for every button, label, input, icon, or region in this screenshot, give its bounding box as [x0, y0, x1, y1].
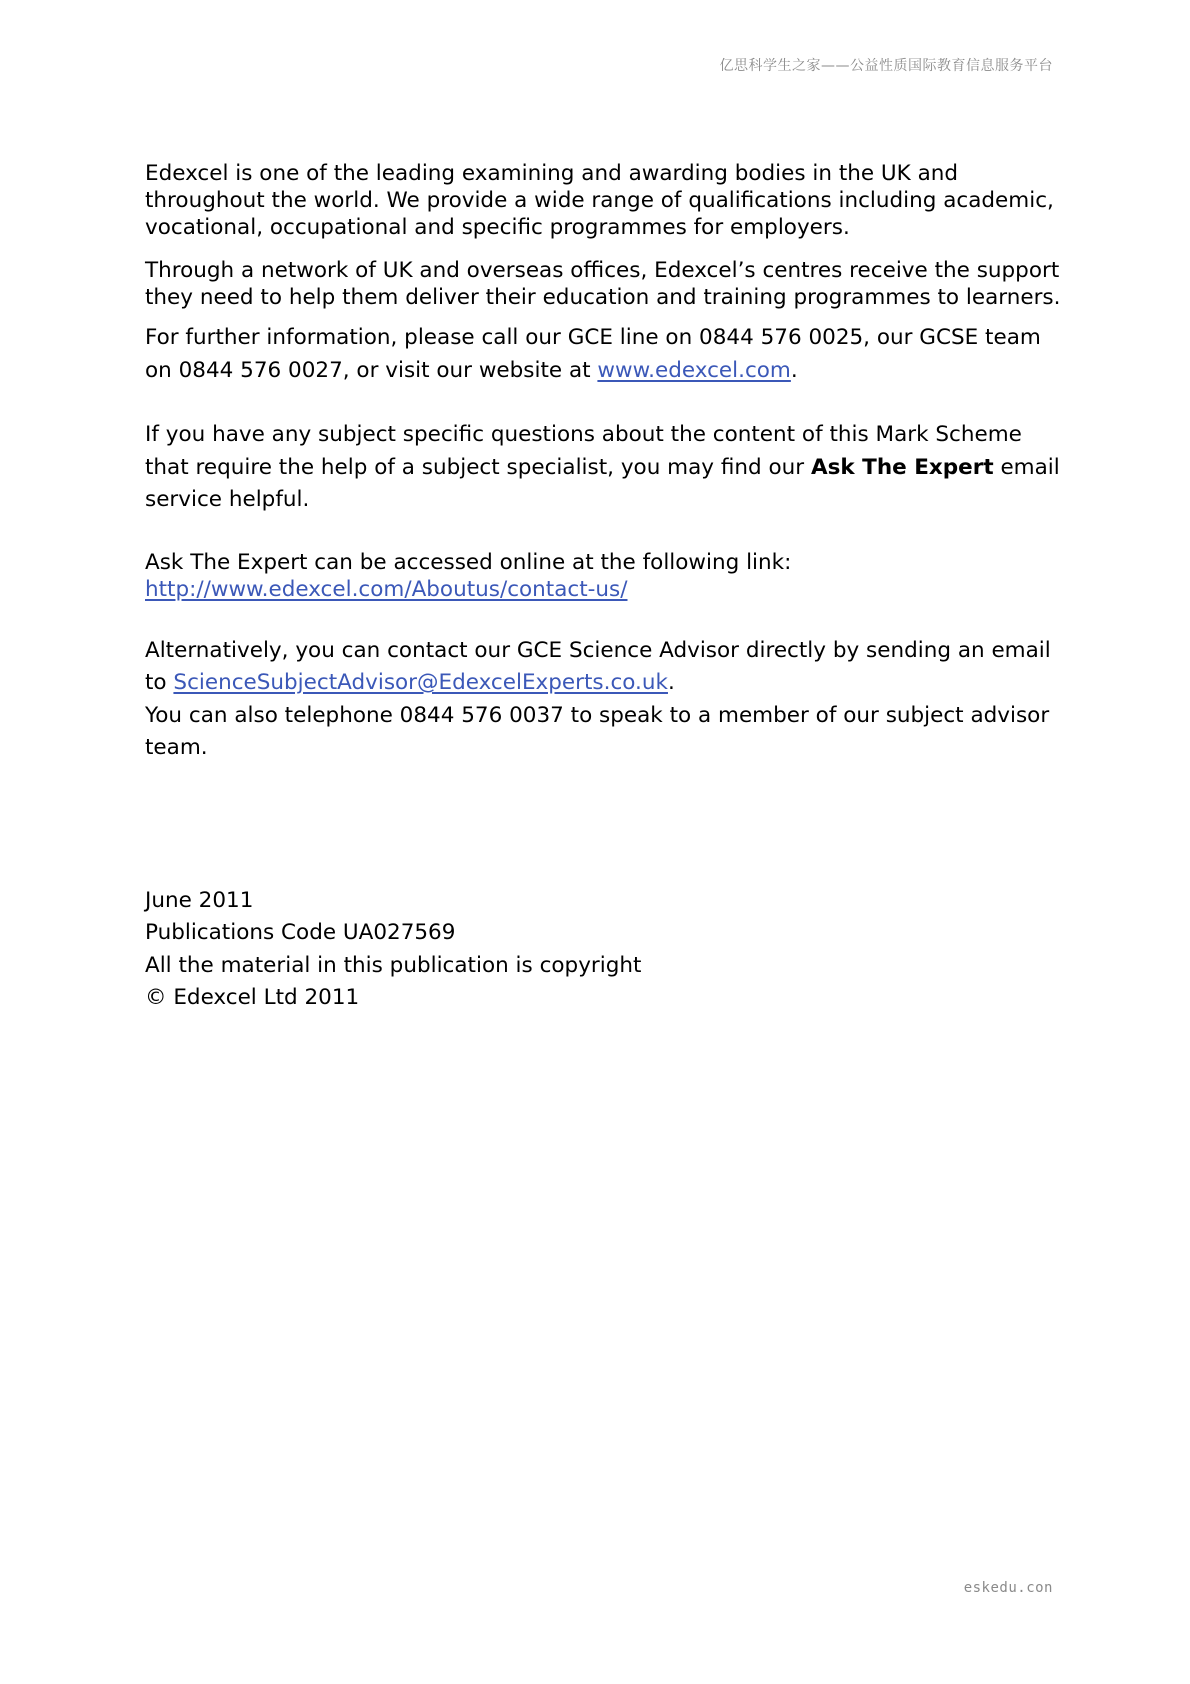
alternative-suffix: . — [667, 670, 675, 695]
advisor-email-link[interactable]: ScienceSubjectAdvisor@EdexcelExperts.co.uk — [173, 670, 668, 695]
ask-expert-paragraph — [145, 419, 1065, 517]
ask-expert-suffix: email service helpful. — [145, 454, 1060, 512]
footer-watermark: eskedu.con — [963, 1580, 1053, 1596]
access-paragraph — [145, 549, 1065, 603]
copyright-line: © Edexcel Ltd 2011 — [145, 985, 360, 1010]
ask-expert-bold: Ask The Expert — [810, 454, 994, 480]
alternative-paragraph — [145, 635, 1065, 765]
publication-date: June 2011 — [145, 887, 254, 913]
telephone-text: You can also telephone 0844 576 0037 to speak to a member of our subject advisor team. — [145, 702, 1050, 760]
ask-expert-text: If you have any subject specific questions about the content of this Mark Scheme that require the help of a subject specialist, you may find our — [145, 422, 1022, 480]
alternative-text: Alternatively, you can contact our GCE Science Advisor directly by sending an email to — [145, 637, 1051, 695]
access-text: Ask The Expert can be accessed online at the following link: — [145, 549, 792, 575]
intro-paragraph: Edexcel is one of the leading examining and awarding bodies in the UK and throughout the world. We provide a wide range of qualifications including academic, vocational, occupational and specific programmes for employers. — [145, 161, 1054, 240]
publication-code: Publications Code UA027569 — [145, 920, 456, 945]
contact-us-link[interactable]: http://www.edexcel.com/Aboutus/contact-us/ — [145, 576, 628, 602]
document-body — [145, 160, 1065, 1015]
header-tagline: 亿思科学生之家——公益性质国际教育信息服务平台 — [719, 58, 1053, 74]
publication-info — [145, 885, 1065, 1015]
further-info-suffix: . — [790, 357, 798, 383]
copyright-note: All the material in this publication is copyright — [145, 952, 642, 978]
network-paragraph: Through a network of UK and overseas offices, Edexcel’s centres receive the support they need to help them deliver their education and training programmes to learners. — [145, 258, 1061, 310]
further-info-paragraph — [145, 322, 1065, 387]
website-link[interactable]: www.edexcel.com — [597, 357, 791, 383]
further-info-text: For further information, please call our GCE line on 0844 576 0025, our GCSE team on 0844 576 0027, or visit our website at — [145, 325, 1041, 383]
